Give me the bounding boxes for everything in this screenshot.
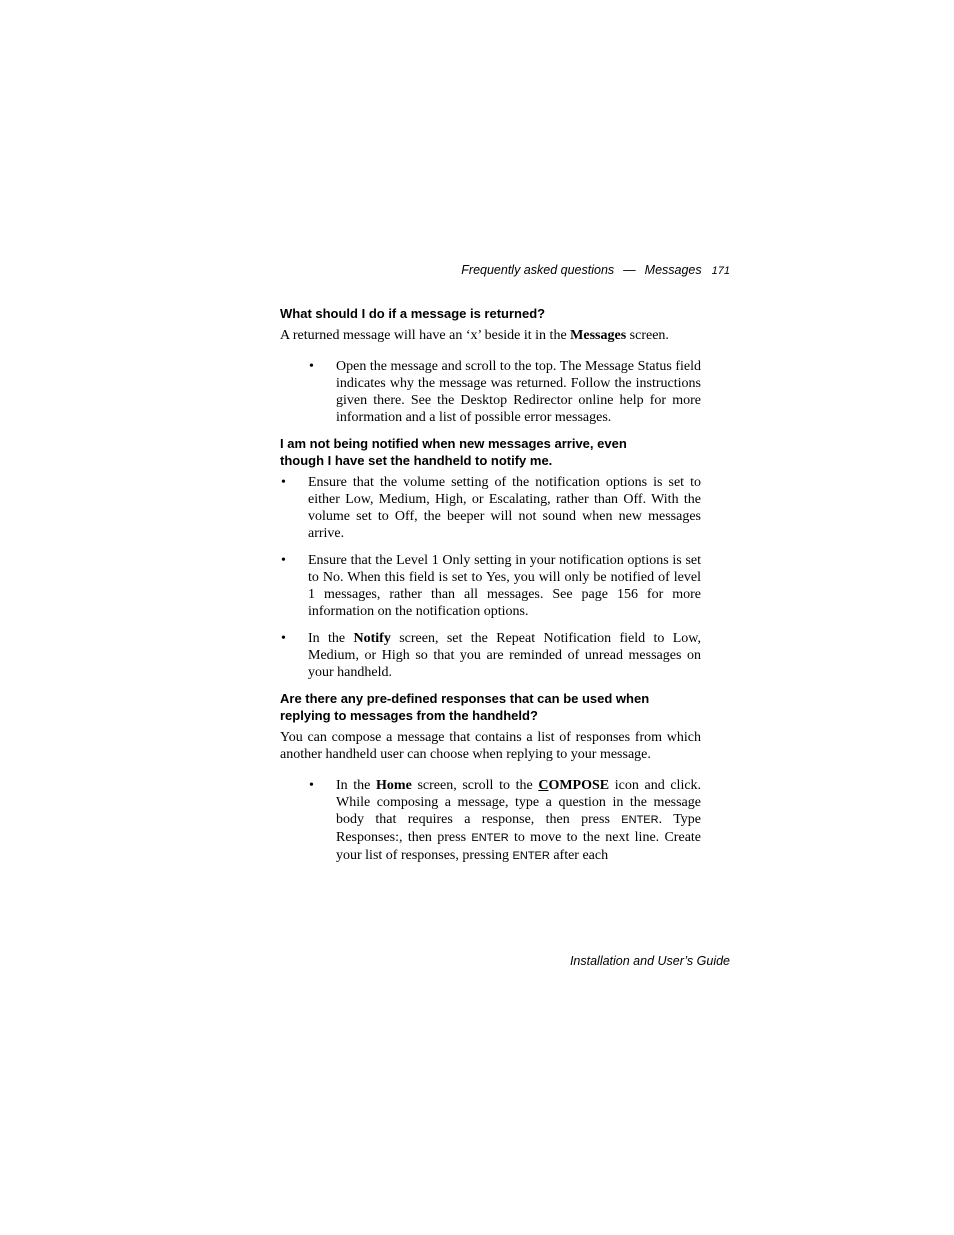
bullet-glyph: • xyxy=(309,359,314,374)
page-number: 171 xyxy=(711,265,730,277)
bullet-glyph: • xyxy=(281,631,286,646)
enter-key: ENTER xyxy=(471,832,509,844)
header-topic: Messages xyxy=(644,263,702,277)
paragraph-returned-message: A returned message will have an ‘x’ beside it in the Messages screen. xyxy=(280,328,669,343)
enter-key: ENTER xyxy=(512,850,550,862)
header-separator: — xyxy=(623,263,636,277)
bullet-item: • In the Notify screen, set the Repeat Notification field to Low, Medium, or High so that you are reminded of unread messages on your handheld. xyxy=(281,631,702,680)
heading-not-notified: I am not being notified when new messages arrive, even though I have set the handheld to notify me. xyxy=(280,436,627,468)
bullet-item: • Open the message and scroll to the top. The Message Status field indicates why the message was returned. Follow the instructions given there. See the Desktop Redirector online help for more information and a list of possible error messages. xyxy=(309,359,701,425)
bullet-glyph: • xyxy=(281,553,286,568)
running-footer: Installation and User’s Guide xyxy=(569,954,730,968)
bullet-item: • In the Home screen, scroll to the COMPOSE icon and click. While composing a message, type a question in the message body that requires a response, then press ENTER. Type Responses:, then press ENTER to move to the next line. Create your list of responses, pressing ENTER after each xyxy=(309,778,702,863)
header-section: Frequently asked questions xyxy=(461,263,615,277)
notify-screen-name: Notify xyxy=(353,631,391,646)
messages-screen-name: Messages xyxy=(570,328,627,343)
compose-icon-name: COMPOSE xyxy=(538,778,610,793)
bullet-glyph: • xyxy=(309,778,314,793)
bullet-item: • Ensure that the Level 1 Only setting in your notification options is set to No. When this field is set to Yes, you will only be notified of level 1 messages, rather than all messages. See page 156 for more information on the notification options. xyxy=(281,553,701,619)
running-header xyxy=(461,263,730,277)
home-screen-name: Home xyxy=(376,778,412,793)
bullet-item: • Ensure that the volume setting of the notification options is set to either Low, Medium, High, or Escalating, rather than Off. With the volume set to Off, the beeper will not sound when new messages arrive. xyxy=(281,475,701,541)
bullet-glyph: • xyxy=(281,475,286,490)
paragraph-predefined-responses: You can compose a message that contains a list of responses from which another handheld user can choose when replying to your message. xyxy=(280,730,701,762)
page-content xyxy=(280,305,701,865)
heading-predefined-responses: Are there any pre-defined responses that can be used when replying to messages from the handheld? xyxy=(280,691,650,723)
heading-returned-message: What should I do if a message is returned? xyxy=(280,306,546,321)
enter-key: ENTER xyxy=(621,814,659,826)
